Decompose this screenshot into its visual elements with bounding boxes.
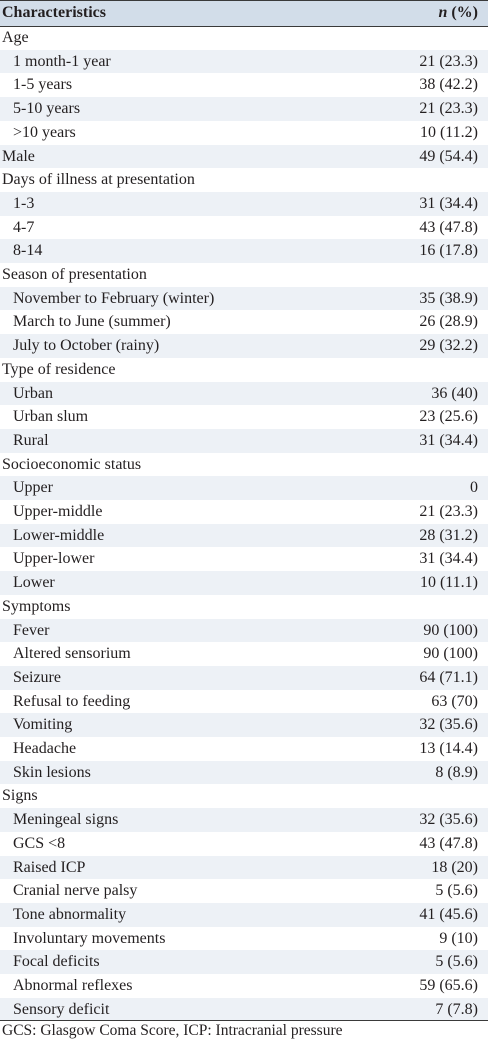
- row-value: 32 (35.6): [419, 811, 478, 829]
- table-row: [0, 619, 488, 643]
- row-sublabel: Involuntary movements: [13, 929, 166, 947]
- row-value: 32 (35.6): [419, 716, 478, 734]
- row-value: 13 (14.4): [419, 740, 478, 757]
- row-value: 38 (42.2): [419, 76, 478, 94]
- row-sublabel: 5-10 years: [13, 100, 81, 118]
- row-value: 29 (32.2): [419, 337, 478, 355]
- row-value: 8 (8.9): [435, 763, 478, 781]
- row-category-label: Male: [2, 147, 35, 165]
- row-value: 26 (28.9): [419, 313, 478, 331]
- row-value: 0: [470, 479, 478, 497]
- row-value: 31 (34.4): [419, 431, 478, 449]
- table-row: [0, 476, 488, 500]
- table-row: [0, 879, 488, 903]
- table-row: [0, 808, 488, 832]
- table-row: [0, 121, 488, 145]
- row-value: 64 (71.1): [419, 668, 478, 686]
- row-value: 59 (65.6): [419, 977, 478, 994]
- table-row: [0, 287, 488, 311]
- row-value: 21 (23.3): [419, 100, 478, 118]
- row-sublabel: Focal deficits: [13, 953, 100, 971]
- row-category-label: Signs: [2, 787, 38, 805]
- row-sublabel: Upper-lower: [13, 550, 95, 568]
- table-row: [0, 50, 488, 74]
- row-value: 5 (5.6): [435, 953, 478, 971]
- row-value: 31 (34.4): [419, 550, 478, 568]
- header-percent: (%): [447, 4, 478, 21]
- table-row: [0, 405, 488, 429]
- row-sublabel: Tone abnormality: [13, 905, 127, 923]
- table-row: [0, 998, 488, 1022]
- header-n-percent: [438, 4, 478, 22]
- row-sublabel: Skin lesions: [13, 763, 91, 781]
- row-value: 5 (5.6): [435, 882, 478, 900]
- table-row: [0, 97, 488, 121]
- table-row: [0, 26, 488, 50]
- table-row: [0, 73, 488, 97]
- row-sublabel: March to June (summer): [13, 313, 171, 331]
- table-row: [0, 145, 488, 169]
- table-row: [0, 571, 488, 595]
- table-row: [0, 429, 488, 453]
- table-row: [0, 950, 488, 974]
- table-row: [0, 974, 488, 998]
- row-sublabel: >10 years: [13, 123, 76, 141]
- row-sublabel: Vomiting: [13, 716, 73, 734]
- table-row: [0, 382, 488, 406]
- row-value: 90 (100): [423, 645, 478, 663]
- row-sublabel: Lower: [13, 574, 55, 592]
- row-sublabel: Urban: [13, 384, 53, 402]
- row-sublabel: 1-3: [13, 194, 35, 212]
- row-sublabel: Cranial nerve palsy: [13, 882, 138, 900]
- row-sublabel: Lower-middle: [13, 526, 105, 544]
- row-sublabel: Upper-middle: [13, 503, 103, 520]
- table-row: [0, 524, 488, 548]
- row-value: 10 (11.1): [419, 574, 478, 592]
- table-row: [0, 453, 488, 477]
- table-header: [0, 0, 488, 27]
- row-sublabel: 4-7: [13, 218, 35, 236]
- row-value: 41 (45.6): [419, 905, 478, 923]
- row-value: 35 (38.9): [419, 289, 478, 307]
- row-sublabel: Meningeal signs: [13, 811, 119, 829]
- row-category-label: Days of illness at presentation: [2, 171, 195, 189]
- table-row: [0, 784, 488, 808]
- row-value: 31 (34.4): [419, 194, 478, 212]
- table-row: [0, 500, 488, 524]
- row-sublabel: Refusal to feeding: [13, 692, 131, 710]
- row-category-label: Type of residence: [2, 360, 116, 378]
- row-value: 16 (17.8): [419, 242, 478, 260]
- table-row: [0, 547, 488, 571]
- row-sublabel: Rural: [13, 431, 49, 449]
- row-sublabel: 1-5 years: [13, 76, 73, 94]
- row-category-label: Socioeconomic status: [2, 455, 142, 473]
- row-sublabel: Urban slum: [13, 408, 89, 426]
- header-characteristics: Characteristics: [2, 4, 106, 21]
- row-value: 49 (54.4): [419, 147, 478, 165]
- row-value: 90 (100): [423, 621, 478, 639]
- table-row: [0, 358, 488, 382]
- table-row: [0, 263, 488, 287]
- table-row: [0, 192, 488, 216]
- row-sublabel: Sensory deficit: [13, 1000, 110, 1018]
- table-row: [0, 239, 488, 263]
- row-sublabel: 1 month-1 year: [13, 52, 111, 70]
- table-row: [0, 595, 488, 619]
- table-row: [0, 334, 488, 358]
- row-sublabel: Headache: [13, 740, 77, 757]
- row-value: 7 (7.8): [435, 1000, 478, 1018]
- row-sublabel: Fever: [13, 621, 50, 639]
- row-sublabel: Raised ICP: [13, 858, 86, 876]
- row-value: 18 (20): [431, 858, 478, 876]
- table-row: [0, 856, 488, 880]
- row-sublabel: July to October (rainy): [13, 337, 160, 355]
- table-row: [0, 690, 488, 714]
- row-value: 21 (23.3): [419, 52, 478, 70]
- table-row: [0, 713, 488, 737]
- row-value: 36 (40): [431, 384, 478, 402]
- row-value: 43 (47.8): [419, 218, 478, 236]
- row-value: 10 (11.2): [419, 123, 478, 141]
- row-value: 43 (47.8): [419, 834, 478, 852]
- row-sublabel: GCS <8: [13, 834, 66, 852]
- table-row: [0, 310, 488, 334]
- row-sublabel: 8-14: [13, 242, 43, 260]
- row-value: 63 (70): [431, 692, 478, 710]
- row-sublabel: Abnormal reflexes: [13, 977, 133, 994]
- row-value: 23 (25.6): [419, 408, 478, 426]
- table-row: [0, 903, 488, 927]
- table-row: [0, 927, 488, 951]
- table-bottom-rule: [0, 1020, 488, 1021]
- row-sublabel: November to February (winter): [13, 289, 215, 307]
- table-row: [0, 168, 488, 192]
- table-row: [0, 832, 488, 856]
- header-n: n: [438, 4, 448, 21]
- row-category-label: Age: [2, 29, 29, 46]
- row-category-label: Season of presentation: [2, 266, 147, 283]
- row-sublabel: Altered sensorium: [13, 645, 131, 663]
- table-row: [0, 642, 488, 666]
- row-sublabel: Seizure: [13, 668, 61, 686]
- table-footnote: GCS: Glasgow Coma Score, ICP: Intracranial pressure: [2, 1022, 343, 1039]
- table-row: [0, 761, 488, 785]
- table-row: [0, 666, 488, 690]
- row-sublabel: Upper: [13, 479, 53, 497]
- row-value: 21 (23.3): [419, 503, 478, 520]
- row-value: 28 (31.2): [419, 526, 478, 544]
- row-value: 9 (10): [439, 929, 478, 947]
- row-category-label: Symptoms: [2, 597, 71, 615]
- table-row: [0, 737, 488, 761]
- table-row: [0, 216, 488, 240]
